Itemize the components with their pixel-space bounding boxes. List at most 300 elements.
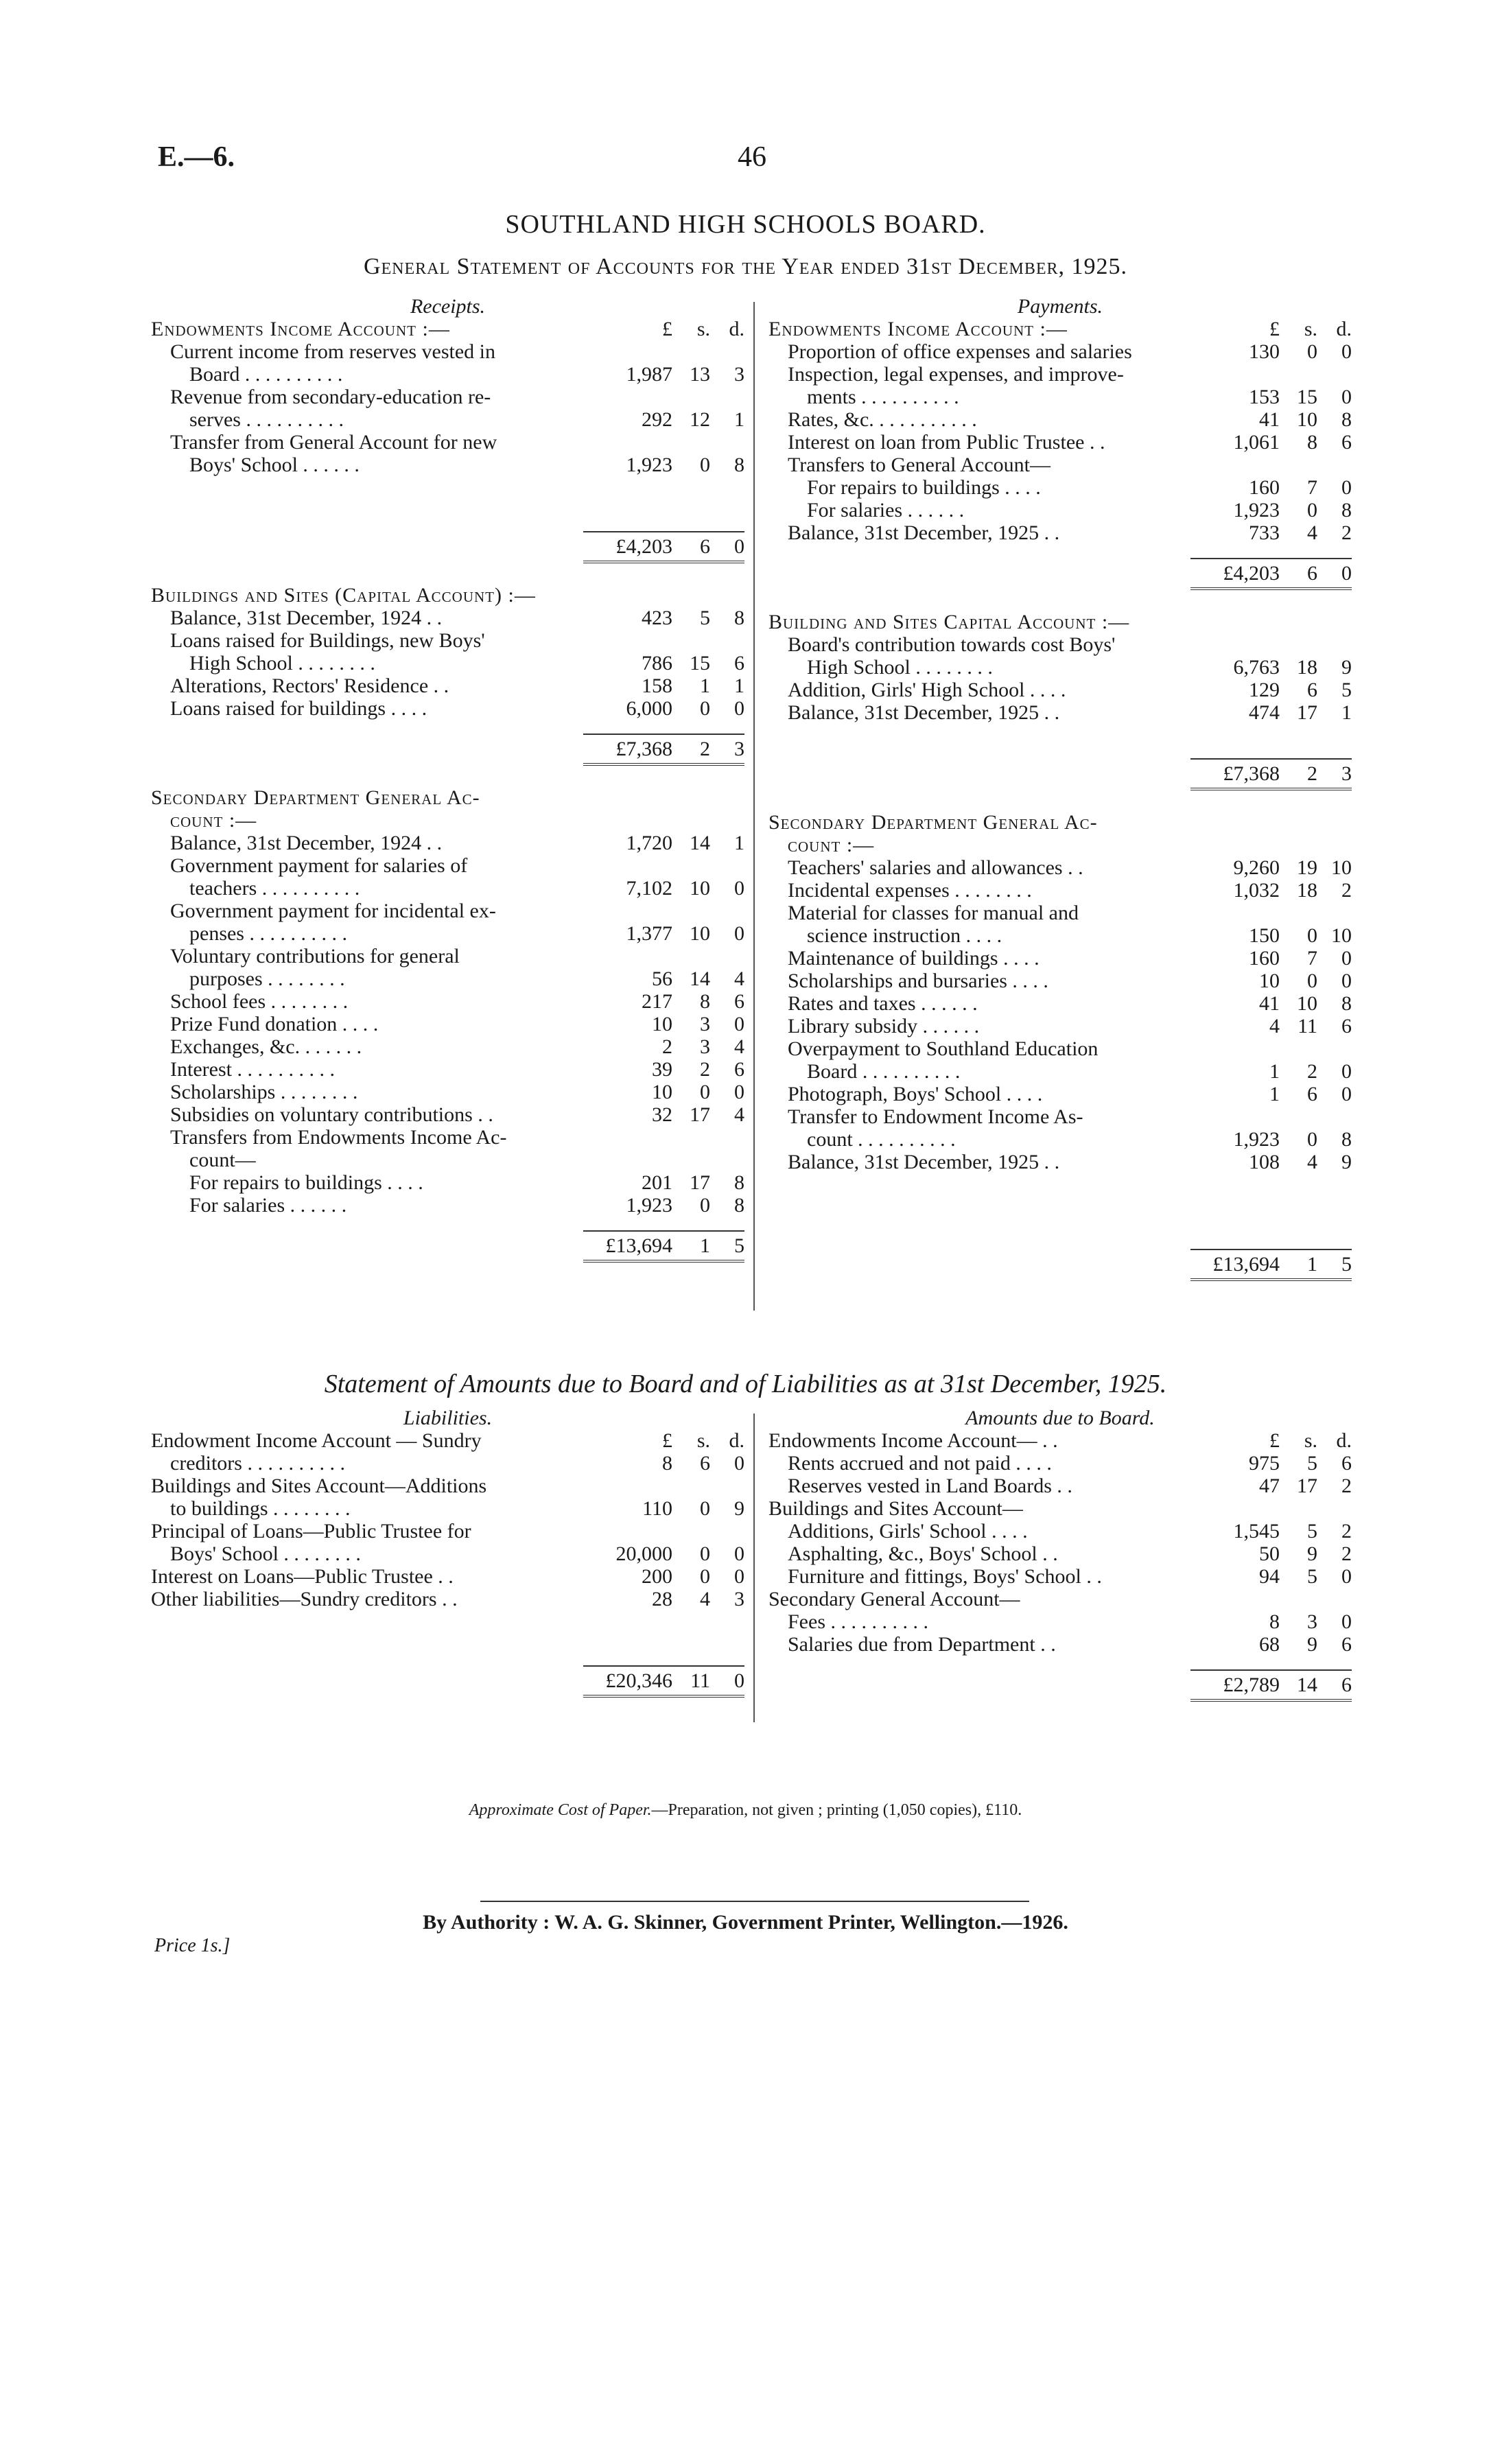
shillings-header: s. — [1304, 1429, 1317, 1452]
item-amount — [583, 697, 744, 720]
shillings: 2 — [700, 738, 710, 760]
pence: 5 — [1341, 679, 1352, 701]
pence: 5 — [734, 1234, 744, 1257]
shillings: 14 — [690, 832, 710, 854]
line-item — [151, 1542, 744, 1565]
item-description: Secondary Department General Ac- — [151, 786, 480, 809]
pounds: 2 — [662, 1035, 672, 1058]
receipts-column — [151, 295, 744, 1263]
item-description: Board . . . . . . . . . . — [189, 363, 343, 386]
amounts-due-heading: Amounts due to Board. — [965, 1407, 1155, 1429]
line-item — [151, 1194, 744, 1217]
document-reference: E.—6. — [158, 141, 235, 173]
shillings: 17 — [690, 1103, 710, 1126]
item-amount — [1190, 1520, 1352, 1542]
item-description: Photograph, Boys' School . . . . — [788, 1083, 1043, 1105]
line-item — [151, 945, 744, 967]
item-amount — [1190, 1015, 1352, 1037]
pence: 0 — [734, 1081, 744, 1103]
pounds: £20,346 — [605, 1669, 672, 1692]
pence: 0 — [1341, 1060, 1352, 1083]
line-item — [151, 1588, 744, 1610]
item-description: Revenue from secondary-education re- — [170, 386, 491, 408]
amounts-due-column — [768, 1407, 1352, 1702]
item-amount — [583, 318, 744, 340]
shillings: 9 — [1307, 1542, 1317, 1565]
line-item — [768, 1520, 1352, 1542]
shillings: 1 — [1307, 1253, 1317, 1276]
shillings: 5 — [700, 607, 710, 629]
item-amount — [1190, 499, 1352, 521]
item-amount — [583, 1035, 744, 1058]
item-description: Transfers to General Account— — [788, 454, 1050, 476]
line-item — [151, 318, 744, 340]
pence: 6 — [1341, 1452, 1352, 1475]
pounds: 1,545 — [1233, 1520, 1280, 1542]
pounds: 41 — [1259, 408, 1280, 431]
line-item — [151, 1565, 744, 1588]
pence: 0 — [734, 1542, 744, 1565]
item-description: to buildings . . . . . . . . — [170, 1497, 351, 1520]
pence: 6 — [734, 1058, 744, 1081]
shillings: 3 — [700, 1035, 710, 1058]
pence: 6 — [1341, 1015, 1352, 1037]
column-divider — [753, 302, 755, 1311]
item-amount — [1190, 521, 1352, 544]
item-description: Salaries due from Department . . — [788, 1633, 1056, 1656]
line-item — [151, 1081, 744, 1103]
item-description: Rates, &c. . . . . . . . . . . — [788, 408, 977, 431]
pounds: 10 — [1259, 970, 1280, 992]
liabilities-heading: Liabilities. — [403, 1407, 493, 1429]
item-description: Prize Fund donation . . . . — [170, 1013, 379, 1035]
item-amount — [1190, 340, 1352, 363]
shillings: 0 — [1307, 970, 1317, 992]
price-note: Price 1s.] — [154, 1935, 231, 1956]
item-description: Transfers from Endowments Income Ac- — [170, 1126, 507, 1149]
item-description: Buildings and Sites Account—Additions — [151, 1475, 487, 1497]
pounds-header: £ — [1269, 1429, 1280, 1452]
line-item — [768, 1105, 1352, 1128]
item-amount — [583, 1429, 744, 1452]
pounds: £7,368 — [615, 738, 672, 760]
pounds: 1,987 — [626, 363, 672, 386]
pence: 3 — [1341, 762, 1352, 785]
line-item — [151, 990, 744, 1013]
item-description: Reserves vested in Land Boards . . — [788, 1475, 1072, 1497]
item-amount — [583, 1194, 744, 1217]
line-item — [151, 1475, 744, 1497]
pence: 0 — [1341, 340, 1352, 363]
item-description: science instruction . . . . — [807, 924, 1002, 947]
pence: 1 — [734, 674, 744, 697]
pence: 5 — [1341, 1253, 1352, 1276]
shillings: 13 — [690, 363, 710, 386]
pounds: 158 — [642, 674, 672, 697]
shillings: 18 — [1297, 879, 1317, 902]
pounds: 160 — [1249, 476, 1280, 499]
pence: 8 — [734, 1194, 744, 1217]
pounds: 110 — [642, 1497, 672, 1520]
item-description: Voluntary contributions for general — [170, 945, 460, 967]
item-amount — [1190, 1669, 1352, 1702]
line-item — [151, 408, 744, 431]
shillings: 14 — [1297, 1674, 1317, 1696]
item-amount — [1190, 679, 1352, 701]
spacer — [768, 1215, 1352, 1235]
item-description: For salaries . . . . . . — [189, 1194, 347, 1217]
shillings: 2 — [1307, 762, 1317, 785]
shillings: 4 — [1307, 1151, 1317, 1173]
item-amount — [1190, 924, 1352, 947]
item-amount — [583, 877, 744, 900]
item-description: Board's contribution towards cost Boys' — [788, 633, 1116, 656]
total-row — [768, 1656, 1352, 1702]
line-item — [768, 318, 1352, 340]
pence: 1 — [734, 408, 744, 431]
line-item — [768, 1565, 1352, 1588]
pence: 2 — [1341, 879, 1352, 902]
payments-column — [768, 295, 1352, 1281]
item-description: count :— — [788, 834, 875, 856]
paper-cost-label: Approximate Cost of Paper. — [469, 1801, 652, 1819]
payments-list — [768, 318, 1352, 1281]
pence: 0 — [1341, 970, 1352, 992]
pence: 3 — [734, 363, 744, 386]
pence: 8 — [1341, 408, 1352, 431]
pounds: 10 — [652, 1013, 672, 1035]
pounds: 32 — [652, 1103, 672, 1126]
spacer — [151, 1631, 744, 1652]
item-description: Interest on loan from Public Trustee . . — [788, 431, 1105, 454]
item-description: Other liabilities—Sundry creditors . . — [151, 1588, 458, 1610]
item-description: Incidental expenses . . . . . . . . — [788, 879, 1032, 902]
spacer — [768, 1194, 1352, 1215]
line-item — [151, 363, 744, 386]
line-item — [768, 1475, 1352, 1497]
line-item — [151, 454, 744, 476]
shillings: 0 — [700, 1497, 710, 1520]
line-item — [151, 877, 744, 900]
pence: 8 — [1341, 992, 1352, 1015]
shillings: 12 — [690, 408, 710, 431]
pounds: 6,763 — [1233, 656, 1280, 679]
pence: 0 — [1341, 386, 1352, 408]
item-description: Rents accrued and not paid . . . . — [788, 1452, 1052, 1475]
line-item — [151, 674, 744, 697]
line-item — [768, 1588, 1352, 1610]
shillings: 10 — [690, 877, 710, 900]
pence: 6 — [1341, 1633, 1352, 1656]
line-item — [768, 679, 1352, 701]
pounds: 201 — [642, 1171, 672, 1194]
board-title: SOUTHLAND HIGH SCHOOLS BOARD. — [505, 210, 986, 239]
item-description: serves . . . . . . . . . . — [189, 408, 344, 431]
liabilities-statement-title: Statement of Amounts due to Board and of Liabilities as at 31st December, 1925. — [324, 1370, 1167, 1398]
item-amount — [1190, 1083, 1352, 1105]
shillings: 11 — [690, 1669, 710, 1692]
pounds: 130 — [1249, 340, 1280, 363]
line-item — [151, 900, 744, 922]
item-amount — [1190, 558, 1352, 590]
pounds: 4 — [1269, 1015, 1280, 1037]
line-item — [768, 1151, 1352, 1173]
pounds-header: £ — [662, 318, 672, 340]
pence: 4 — [734, 967, 744, 990]
item-amount — [583, 1497, 744, 1520]
shillings: 8 — [700, 990, 710, 1013]
pounds: 1 — [1269, 1083, 1280, 1105]
shillings: 6 — [1307, 679, 1317, 701]
pence: 6 — [1341, 1674, 1352, 1696]
pounds: 160 — [1249, 947, 1280, 970]
pence-header: d. — [1336, 318, 1352, 340]
item-amount — [583, 1588, 744, 1610]
item-amount — [583, 990, 744, 1013]
item-description: penses . . . . . . . . . . — [189, 922, 347, 945]
item-amount — [1190, 1060, 1352, 1083]
line-item — [151, 431, 744, 454]
total-row — [768, 544, 1352, 590]
item-description: High School . . . . . . . . — [807, 656, 993, 679]
item-amount — [583, 408, 744, 431]
item-amount — [1190, 856, 1352, 879]
line-item — [768, 834, 1352, 856]
item-amount — [583, 454, 744, 476]
pence: 8 — [1341, 499, 1352, 521]
item-description: Secondary Department General Ac- — [768, 811, 1098, 834]
item-description: For repairs to buildings . . . . — [189, 1171, 423, 1194]
line-item — [151, 629, 744, 652]
line-item — [151, 1103, 744, 1126]
line-item — [768, 476, 1352, 499]
item-description: Fees . . . . . . . . . . — [788, 1610, 928, 1633]
shillings: 14 — [690, 967, 710, 990]
item-description: Library subsidy . . . . . . — [788, 1015, 980, 1037]
line-item — [768, 992, 1352, 1015]
item-description: Furniture and fittings, Boys' School . . — [788, 1565, 1102, 1588]
item-amount — [583, 1081, 744, 1103]
item-amount — [1190, 1128, 1352, 1151]
shillings: 2 — [1307, 1060, 1317, 1083]
line-item — [151, 854, 744, 877]
pounds: £4,203 — [615, 535, 672, 558]
pounds: 1,923 — [626, 454, 672, 476]
item-description: Secondary General Account— — [768, 1588, 1020, 1610]
spacer — [151, 1610, 744, 1631]
pence: 8 — [734, 607, 744, 629]
pounds: 423 — [642, 607, 672, 629]
pounds: 9,260 — [1233, 856, 1280, 879]
shillings: 4 — [1307, 521, 1317, 544]
pence: 0 — [1341, 947, 1352, 970]
shillings: 10 — [1297, 408, 1317, 431]
pounds: 7,102 — [626, 877, 672, 900]
item-description: Buildings and Sites Account— — [768, 1497, 1023, 1520]
item-amount — [583, 1452, 744, 1475]
item-description: Material for classes for manual and — [788, 902, 1079, 924]
pence-header: d. — [729, 318, 744, 340]
shillings: 10 — [690, 922, 710, 945]
item-description: Asphalting, &c., Boys' School . . — [788, 1542, 1058, 1565]
line-item — [768, 1128, 1352, 1151]
pounds: 292 — [642, 408, 672, 431]
item-description: Boys' School . . . . . . . . — [170, 1542, 361, 1565]
item-amount — [1190, 386, 1352, 408]
total-row — [151, 1217, 744, 1263]
line-item — [151, 386, 744, 408]
item-description: count :— — [170, 809, 257, 832]
shillings: 0 — [1307, 499, 1317, 521]
line-item — [768, 431, 1352, 454]
item-amount — [583, 1565, 744, 1588]
line-item — [768, 340, 1352, 363]
pence: 2 — [1341, 1475, 1352, 1497]
total-row — [151, 720, 744, 766]
pence-header: d. — [729, 1429, 744, 1452]
pence-header: d. — [1336, 1429, 1352, 1452]
shillings: 4 — [700, 1588, 710, 1610]
pounds: 1,923 — [1233, 1128, 1280, 1151]
shillings-header: s. — [696, 1429, 710, 1452]
pounds: 153 — [1249, 386, 1280, 408]
item-description: Government payment for incidental ex- — [170, 900, 496, 922]
item-description: Subsidies on voluntary contributions . . — [170, 1103, 493, 1126]
item-description: Government payment for salaries of — [170, 854, 468, 877]
line-item — [151, 1149, 744, 1171]
spacer — [768, 724, 1352, 744]
item-description: Scholarships and bursaries . . . . — [788, 970, 1048, 992]
item-description: Alterations, Rectors' Residence . . — [170, 674, 449, 697]
item-description: Endowment Income Account — Sundry — [151, 1429, 482, 1452]
item-amount — [583, 832, 744, 854]
spacer — [768, 1173, 1352, 1194]
shillings: 17 — [690, 1171, 710, 1194]
pounds: £13,694 — [605, 1234, 672, 1257]
item-amount — [583, 1230, 744, 1263]
spacer — [151, 766, 744, 786]
line-item — [151, 1497, 744, 1520]
pence: 9 — [1341, 656, 1352, 679]
item-description: Board . . . . . . . . . . — [807, 1060, 961, 1083]
page-number: 46 — [738, 141, 766, 173]
line-item — [768, 1037, 1352, 1060]
pence: 0 — [734, 1013, 744, 1035]
spacer — [151, 563, 744, 584]
line-item — [768, 811, 1352, 834]
item-description: count— — [189, 1149, 256, 1171]
item-amount — [583, 1103, 744, 1126]
item-amount — [1190, 476, 1352, 499]
item-description: School fees . . . . . . . . — [170, 990, 349, 1013]
line-item — [768, 633, 1352, 656]
pounds: £4,203 — [1223, 562, 1280, 585]
shillings: 8 — [1307, 431, 1317, 454]
pence: 6 — [734, 652, 744, 674]
line-item — [768, 701, 1352, 724]
pounds: 41 — [1259, 992, 1280, 1015]
line-item — [768, 1083, 1352, 1105]
line-item — [151, 1171, 744, 1194]
item-amount — [1190, 1610, 1352, 1633]
item-description: Balance, 31st December, 1925 . . — [788, 521, 1060, 544]
pence: 0 — [734, 1565, 744, 1588]
paper-cost-text: —Preparation, not given ; printing (1,050 copies), £110. — [651, 1801, 1022, 1819]
printer-authority: By Authority : W. A. G. Skinner, Government Printer, Wellington.—1926. — [423, 1911, 1068, 1934]
line-item — [768, 1497, 1352, 1520]
pence: 0 — [1341, 1083, 1352, 1105]
pence: 0 — [1341, 1610, 1352, 1633]
line-item — [151, 967, 744, 990]
item-description: Interest . . . . . . . . . . — [170, 1058, 335, 1081]
line-item — [768, 1633, 1352, 1656]
shillings: 18 — [1297, 656, 1317, 679]
shillings: 0 — [700, 697, 710, 720]
item-description: Endowments Income Account— . . — [768, 1429, 1058, 1452]
pounds: £13,694 — [1212, 1253, 1280, 1276]
pounds: 50 — [1259, 1542, 1280, 1565]
item-description: Building and Sites Capital Account :— — [768, 611, 1130, 633]
item-description: ments . . . . . . . . . . — [807, 386, 959, 408]
shillings: 7 — [1307, 947, 1317, 970]
pounds: 56 — [652, 967, 672, 990]
line-item — [768, 1429, 1352, 1452]
item-amount — [1190, 1429, 1352, 1452]
line-item — [151, 809, 744, 832]
line-item — [768, 1610, 1352, 1633]
pence: 0 — [1341, 476, 1352, 499]
item-amount — [1190, 1542, 1352, 1565]
item-description: Current income from reserves vested in — [170, 340, 496, 363]
pence: 10 — [1331, 924, 1352, 947]
pounds: 474 — [1249, 701, 1280, 724]
item-amount — [583, 363, 744, 386]
item-description: count . . . . . . . . . . — [807, 1128, 956, 1151]
pence: 2 — [1341, 521, 1352, 544]
pounds: 47 — [1259, 1475, 1280, 1497]
item-description: Exchanges, &c. . . . . . . — [170, 1035, 362, 1058]
item-amount — [583, 607, 744, 629]
item-amount — [1190, 1249, 1352, 1281]
pounds: £2,789 — [1223, 1674, 1280, 1696]
item-description: Maintenance of buildings . . . . — [788, 947, 1040, 970]
line-item — [768, 499, 1352, 521]
item-description: creditors . . . . . . . . . . — [170, 1452, 345, 1475]
item-description: Loans raised for Buildings, new Boys' — [170, 629, 485, 652]
shillings: 2 — [700, 1058, 710, 1081]
line-item — [151, 1452, 744, 1475]
shillings: 5 — [1307, 1452, 1317, 1475]
shillings: 10 — [1297, 992, 1317, 1015]
item-description: Buildings and Sites (Capital Account) :— — [151, 584, 536, 607]
total-row — [768, 1235, 1352, 1281]
pence: 3 — [734, 1588, 744, 1610]
line-item — [768, 386, 1352, 408]
spacer — [768, 590, 1352, 611]
item-amount — [583, 1058, 744, 1081]
line-item — [768, 656, 1352, 679]
pence: 0 — [734, 1669, 744, 1692]
item-amount — [583, 1171, 744, 1194]
pence: 9 — [1341, 1151, 1352, 1173]
pence: 8 — [734, 454, 744, 476]
line-item — [768, 1452, 1352, 1475]
pounds: 1,061 — [1233, 431, 1280, 454]
receipts-list — [151, 318, 744, 1263]
pounds: 1 — [1269, 1060, 1280, 1083]
item-amount — [1190, 431, 1352, 454]
pounds: 1,032 — [1233, 879, 1280, 902]
